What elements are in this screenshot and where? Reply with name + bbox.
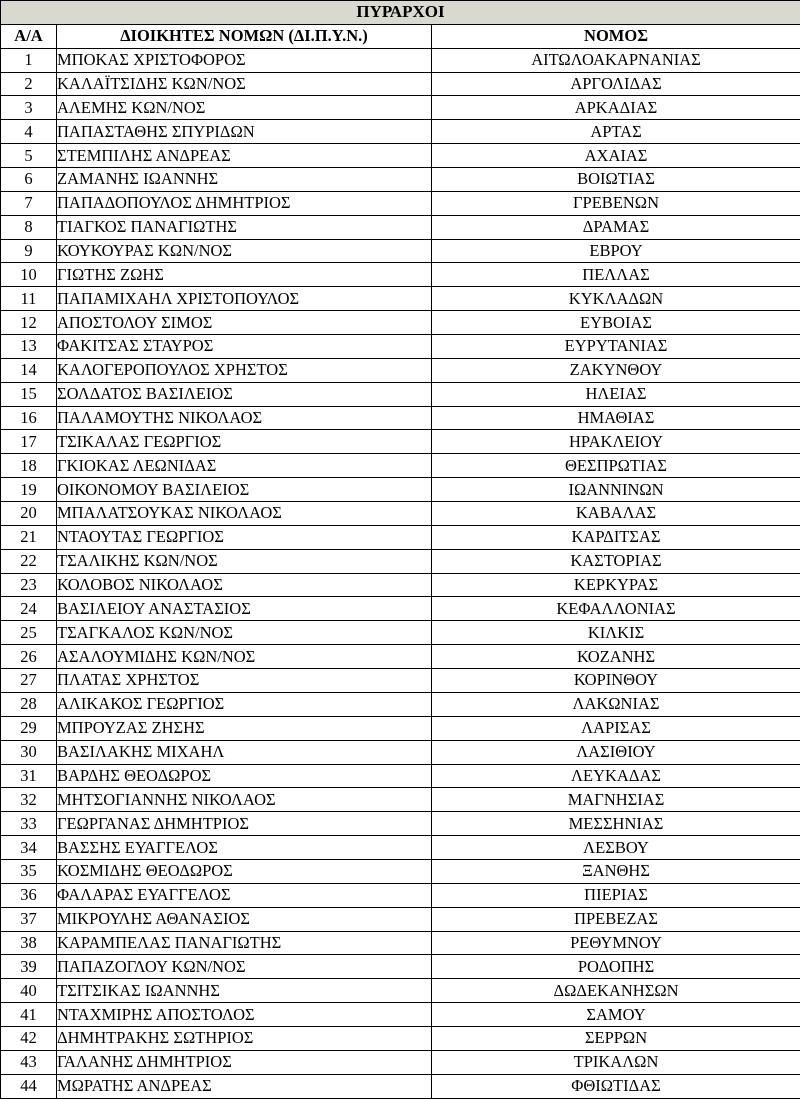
row-number: 37 (1, 907, 57, 931)
row-number: 29 (1, 716, 57, 740)
table-row (1, 931, 800, 955)
table-row (1, 406, 800, 430)
prefecture-name: ΔΩΔΕΚΑΝΗΣΩΝ (432, 979, 800, 1003)
commander-name: ΠΑΠΑΖΟΓΛΟΥ ΚΩΝ/ΝΟΣ (57, 955, 432, 979)
commander-name: ΒΑΡΔΗΣ ΘΕΟΔΩΡΟΣ (57, 764, 432, 788)
table-row (1, 263, 800, 287)
commander-name: ΚΑΛΟΓΕΡΟΠΟΥΛΟΣ ΧΡΗΣΤΟΣ (57, 358, 432, 382)
prefecture-name: ΖΑΚΥΝΘΟΥ (432, 358, 800, 382)
table-row (1, 239, 800, 263)
commander-name: ΜΠΟΚΑΣ ΧΡΙΣΤΟΦΟΡΟΣ (57, 48, 432, 72)
row-number: 32 (1, 788, 57, 812)
table-row (1, 168, 800, 192)
row-number: 2 (1, 72, 57, 96)
table-row (1, 72, 800, 96)
commander-name: ΤΣΙΚΑΛΑΣ ΓΕΩΡΓΙΟΣ (57, 430, 432, 454)
commander-name: ΑΛΕΜΗΣ ΚΩΝ/ΝΟΣ (57, 96, 432, 120)
commander-name: ΤΣΑΓΚΑΛΟΣ ΚΩΝ/ΝΟΣ (57, 621, 432, 645)
row-number: 35 (1, 859, 57, 883)
table-row (1, 573, 800, 597)
commander-name: ΦΑΛΑΡΑΣ ΕΥΑΓΓΕΛΟΣ (57, 883, 432, 907)
prefecture-name: ΚΟΖΑΝΗΣ (432, 645, 800, 669)
row-number: 12 (1, 311, 57, 335)
commander-name: ΑΠΟΣΤΟΛΟΥ ΣΙΜΟΣ (57, 311, 432, 335)
prefecture-name: ΠΕΛΛΑΣ (432, 263, 800, 287)
table-row (1, 716, 800, 740)
row-number: 19 (1, 478, 57, 502)
row-number: 25 (1, 621, 57, 645)
row-number: 43 (1, 1050, 57, 1074)
commander-name: ΓΑΛΑΝΗΣ ΔΗΜΗΤΡΙΟΣ (57, 1050, 432, 1074)
table-body (1, 48, 800, 1098)
table-row (1, 621, 800, 645)
row-number: 34 (1, 836, 57, 860)
table-row (1, 788, 800, 812)
prefecture-name: ΑΡΓΟΛΙΔΑΣ (432, 72, 800, 96)
row-number: 21 (1, 525, 57, 549)
row-number: 36 (1, 883, 57, 907)
row-number: 40 (1, 979, 57, 1003)
prefecture-name: ΗΡΑΚΛΕΙΟΥ (432, 430, 800, 454)
commander-name: ΚΑΛΑΪΤΣΙΔΗΣ ΚΩΝ/ΝΟΣ (57, 72, 432, 96)
row-number: 20 (1, 502, 57, 526)
row-number: 44 (1, 1074, 57, 1098)
table-row (1, 812, 800, 836)
row-number: 10 (1, 263, 57, 287)
table-row (1, 191, 800, 215)
prefecture-name: ΚΟΡΙΝΘΟΥ (432, 669, 800, 693)
table-row (1, 764, 800, 788)
row-number: 42 (1, 1026, 57, 1050)
row-number: 24 (1, 597, 57, 621)
row-number: 5 (1, 144, 57, 168)
prefecture-name: ΛΑΚΩΝΙΑΣ (432, 692, 800, 716)
table-row (1, 525, 800, 549)
prefecture-name: ΚΕΡΚΥΡΑΣ (432, 573, 800, 597)
table-row (1, 836, 800, 860)
commander-name: ΠΑΠΑΔΟΠΟΥΛΟΣ ΔΗΜΗΤΡΙΟΣ (57, 191, 432, 215)
prefecture-name: ΚΙΛΚΙΣ (432, 621, 800, 645)
prefecture-name: ΗΜΑΘΙΑΣ (432, 406, 800, 430)
column-header-nomos: ΝΟΜΟΣ (432, 24, 800, 48)
prefecture-name: ΛΕΣΒΟΥ (432, 836, 800, 860)
table-row (1, 358, 800, 382)
commander-name: ΑΛΙΚΑΚΟΣ ΓΕΩΡΓΙΟΣ (57, 692, 432, 716)
commander-name: ΣΤΕΜΠΙΛΗΣ ΑΝΔΡΕΑΣ (57, 144, 432, 168)
prefecture-name: ΦΘΙΩΤΙΔΑΣ (432, 1074, 800, 1098)
table-row (1, 454, 800, 478)
table-row (1, 549, 800, 573)
table-row (1, 1003, 800, 1027)
row-number: 30 (1, 740, 57, 764)
prefecture-name: ΠΙΕΡΙΑΣ (432, 883, 800, 907)
commander-name: ΒΑΣΙΛΕΙΟΥ ΑΝΑΣΤΑΣΙΟΣ (57, 597, 432, 621)
prefecture-name: ΠΡΕΒΕΖΑΣ (432, 907, 800, 931)
row-number: 1 (1, 48, 57, 72)
row-number: 8 (1, 215, 57, 239)
table-row (1, 645, 800, 669)
row-number: 26 (1, 645, 57, 669)
row-number: 14 (1, 358, 57, 382)
table-row (1, 382, 800, 406)
table-row (1, 311, 800, 335)
table-row (1, 979, 800, 1003)
row-number: 17 (1, 430, 57, 454)
commander-name: ΤΣΑΛΙΚΗΣ ΚΩΝ/ΝΟΣ (57, 549, 432, 573)
row-number: 11 (1, 287, 57, 311)
commander-name: ΚΟΣΜΙΔΗΣ ΘΕΟΔΩΡΟΣ (57, 859, 432, 883)
prefecture-name: ΕΥΒΟΙΑΣ (432, 311, 800, 335)
table-row (1, 692, 800, 716)
table-row (1, 478, 800, 502)
row-number: 13 (1, 335, 57, 359)
prefecture-name: ΑΡΤΑΣ (432, 120, 800, 144)
table-row (1, 955, 800, 979)
commander-name: ΜΠΡΟΥΖΑΣ ΖΗΣΗΣ (57, 716, 432, 740)
commander-name: ΜΠΑΛΑΤΣΟΥΚΑΣ ΝΙΚΟΛΑΟΣ (57, 502, 432, 526)
table-row (1, 120, 800, 144)
prefecture-name: ΞΑΝΘΗΣ (432, 859, 800, 883)
table-row (1, 740, 800, 764)
prefecture-name: ΙΩΑΝΝΙΝΩΝ (432, 478, 800, 502)
table-row (1, 1050, 800, 1074)
table-row (1, 96, 800, 120)
prefecture-name: ΤΡΙΚΑΛΩΝ (432, 1050, 800, 1074)
table-row (1, 907, 800, 931)
row-number: 31 (1, 764, 57, 788)
commander-name: ΚΟΛΟΒΟΣ ΝΙΚΟΛΑΟΣ (57, 573, 432, 597)
commander-name: ΤΣΙΤΣΙΚΑΣ ΙΩΑΝΝΗΣ (57, 979, 432, 1003)
commander-name: ΝΤΑΟΥΤΑΣ ΓΕΩΡΓΙΟΣ (57, 525, 432, 549)
table-row (1, 287, 800, 311)
commander-name: ΠΑΠΑΜΙΧΑΗΛ ΧΡΙΣΤΟΠΟΥΛΟΣ (57, 287, 432, 311)
commander-name: ΔΗΜΗΤΡΑΚΗΣ ΣΩΤΗΡΙΟΣ (57, 1026, 432, 1050)
prefecture-name: ΘΕΣΠΡΩΤΙΑΣ (432, 454, 800, 478)
prefecture-name: ΛΑΡΙΣΑΣ (432, 716, 800, 740)
prefecture-name: ΣΑΜΟΥ (432, 1003, 800, 1027)
commander-name: ΤΙΑΓΚΟΣ ΠΑΝΑΓΙΩΤΗΣ (57, 215, 432, 239)
prefecture-name: ΕΒΡΟΥ (432, 239, 800, 263)
commander-name: ΠΑΛΑΜΟΥΤΗΣ ΝΙΚΟΛΑΟΣ (57, 406, 432, 430)
commander-name: ΠΑΠΑΣΤΑΘΗΣ ΣΠΥΡΙΔΩΝ (57, 120, 432, 144)
prefecture-name: ΡΟΔΟΠΗΣ (432, 955, 800, 979)
table-row (1, 430, 800, 454)
prefecture-name: ΛΕΥΚΑΔΑΣ (432, 764, 800, 788)
table-row (1, 1026, 800, 1050)
column-header-name: ΔΙΟΙΚΗΤΕΣ ΝΟΜΩΝ (ΔΙ.Π.Υ.Ν.) (57, 24, 432, 48)
row-number: 15 (1, 382, 57, 406)
prefecture-name: ΚΑΣΤΟΡΙΑΣ (432, 549, 800, 573)
row-number: 9 (1, 239, 57, 263)
commander-name: ΒΑΣΙΛΑΚΗΣ ΜΙΧΑΗΛ (57, 740, 432, 764)
prefecture-name: ΑΡΚΑΔΙΑΣ (432, 96, 800, 120)
commander-name: ΜΩΡΑΤΗΣ ΑΝΔΡΕΑΣ (57, 1074, 432, 1098)
row-number: 6 (1, 168, 57, 192)
row-number: 7 (1, 191, 57, 215)
commander-name: ΓΕΩΡΓΑΝΑΣ ΔΗΜΗΤΡΙΟΣ (57, 812, 432, 836)
commander-name: ΟΙΚΟΝΟΜΟΥ ΒΑΣΙΛΕΙΟΣ (57, 478, 432, 502)
row-number: 27 (1, 669, 57, 693)
row-number: 16 (1, 406, 57, 430)
commander-name: ΚΑΡΑΜΠΕΛΑΣ ΠΑΝΑΓΙΩΤΗΣ (57, 931, 432, 955)
prefecture-name: ΒΟΙΩΤΙΑΣ (432, 168, 800, 192)
table-row (1, 502, 800, 526)
prefecture-name: ΓΡΕΒΕΝΩΝ (432, 191, 800, 215)
commander-name: ΚΟΥΚΟΥΡΑΣ ΚΩΝ/ΝΟΣ (57, 239, 432, 263)
row-number: 22 (1, 549, 57, 573)
column-header-row (1, 24, 800, 48)
commander-name: ΝΤΑΧΜΙΡΗΣ ΑΠΟΣΤΟΛΟΣ (57, 1003, 432, 1027)
table-row (1, 859, 800, 883)
table-row (1, 48, 800, 72)
prefecture-name: ΜΑΓΝΗΣΙΑΣ (432, 788, 800, 812)
prefecture-name: ΚΥΚΛΑΔΩΝ (432, 287, 800, 311)
table-row (1, 597, 800, 621)
table-title: ΠΥΡΑΡΧΟΙ (1, 1, 800, 25)
row-number: 4 (1, 120, 57, 144)
table-row (1, 883, 800, 907)
row-number: 41 (1, 1003, 57, 1027)
commander-name: ΓΙΩΤΗΣ ΖΩΗΣ (57, 263, 432, 287)
column-header-aa: Α/Α (1, 24, 57, 48)
commander-name: ΦΑΚΙΤΣΑΣ ΣΤΑΥΡΟΣ (57, 335, 432, 359)
table-row (1, 144, 800, 168)
prefecture-name: ΑΙΤΩΛΟΑΚΑΡΝΑΝΙΑΣ (432, 48, 800, 72)
prefecture-name: ΡΕΘΥΜΝΟΥ (432, 931, 800, 955)
row-number: 28 (1, 692, 57, 716)
commander-name: ΠΛΑΤΑΣ ΧΡΗΣΤΟΣ (57, 669, 432, 693)
commander-name: ΖΑΜΑΝΗΣ ΙΩΑΝΝΗΣ (57, 168, 432, 192)
row-number: 18 (1, 454, 57, 478)
commander-name: ΑΣΑΛΟΥΜΙΔΗΣ ΚΩΝ/ΝΟΣ (57, 645, 432, 669)
table-row (1, 1074, 800, 1098)
prefecture-name: ΚΑΒΑΛΑΣ (432, 502, 800, 526)
prefecture-name: ΔΡΑΜΑΣ (432, 215, 800, 239)
table-row (1, 669, 800, 693)
prefecture-name: ΕΥΡΥΤΑΝΙΑΣ (432, 335, 800, 359)
prefecture-name: ΛΑΣΙΘΙΟΥ (432, 740, 800, 764)
row-number: 23 (1, 573, 57, 597)
commander-name: ΜΙΚΡΟΥΛΗΣ ΑΘΑΝΑΣΙΟΣ (57, 907, 432, 931)
commander-name: ΓΚΙΟΚΑΣ ΛΕΩΝΙΔΑΣ (57, 454, 432, 478)
table-title-row (1, 1, 800, 25)
row-number: 39 (1, 955, 57, 979)
prefecture-name: ΣΕΡΡΩΝ (432, 1026, 800, 1050)
prefecture-name: ΗΛΕΙΑΣ (432, 382, 800, 406)
commander-name: ΣΟΛΔΑΤΟΣ ΒΑΣΙΛΕΙΟΣ (57, 382, 432, 406)
table-row (1, 335, 800, 359)
commander-name: ΜΗΤΣΟΓΙΑΝΝΗΣ ΝΙΚΟΛΑΟΣ (57, 788, 432, 812)
prefecture-name: ΑΧΑΙΑΣ (432, 144, 800, 168)
prefecture-name: ΚΑΡΔΙΤΣΑΣ (432, 525, 800, 549)
prefecture-name: ΚΕΦΑΛΛΟΝΙΑΣ (432, 597, 800, 621)
row-number: 38 (1, 931, 57, 955)
row-number: 33 (1, 812, 57, 836)
commander-name: ΒΑΣΣΗΣ ΕΥΑΓΓΕΛΟΣ (57, 836, 432, 860)
prefecture-name: ΜΕΣΣΗΝΙΑΣ (432, 812, 800, 836)
table-row (1, 215, 800, 239)
row-number: 3 (1, 96, 57, 120)
